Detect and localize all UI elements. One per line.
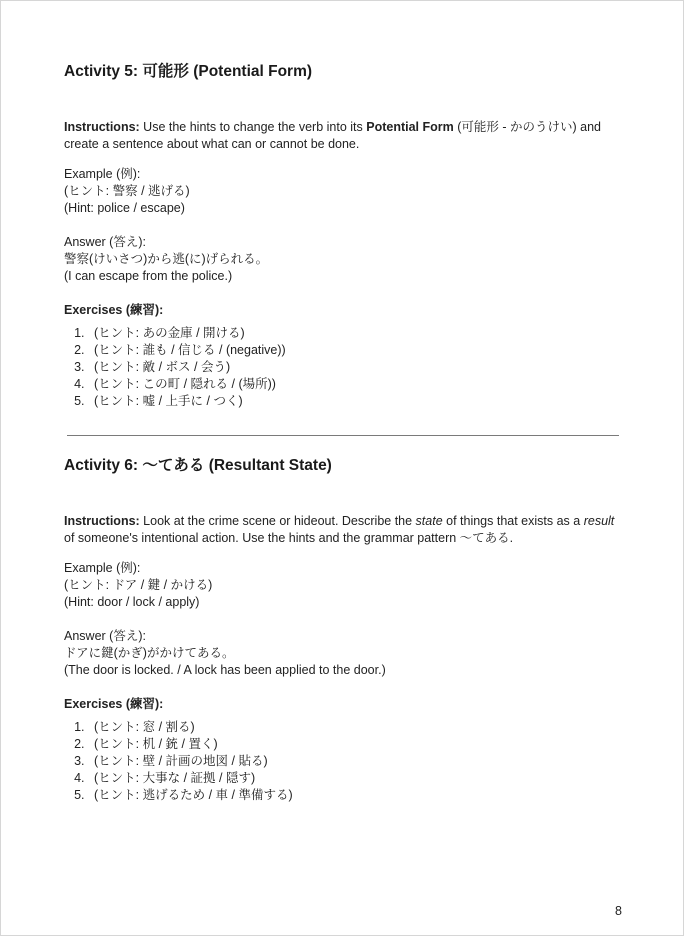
example-heading: Example (例): [64, 167, 141, 181]
instructions-term: Potential Form [366, 120, 454, 134]
exercise-item: 4. (ヒント: この町 / 隠れる / (場所)) [88, 376, 624, 393]
example-hint-en: (Hint: police / escape) [64, 201, 185, 215]
instructions-text: Use the hints to change the verb into its [139, 120, 367, 134]
exercise-item: 4. (ヒント: 大事な / 証拠 / 隠す) [88, 770, 624, 787]
answer-jp: ドアに鍵(かぎ)がかけてある。 [64, 646, 235, 660]
instructions-text: of someone's intentional action. Use the hints and the grammar pattern ～てある. [64, 531, 514, 545]
answer-en: (The door is locked. / A lock has been applied to the door.) [64, 663, 386, 677]
activity-5-example [64, 166, 624, 217]
example-hint-en: (Hint: door / lock / apply) [64, 595, 200, 609]
section-divider [67, 435, 619, 436]
page-number: 8 [615, 904, 622, 918]
exercise-item: 3. (ヒント: 壁 / 計画の地図 / 貼る) [88, 753, 624, 770]
exercise-item: 2. (ヒント: 机 / 銃 / 置く) [88, 736, 624, 753]
exercises-heading: Exercises (練習): [64, 303, 164, 317]
example-hint-jp: (ヒント: ドア / 鍵 / かける) [64, 578, 213, 592]
instructions-emphasis: result [583, 514, 615, 528]
activity-6-exercise-list [64, 719, 624, 804]
exercise-item: 2. (ヒント: 誰も / 信じる / (negative)) [88, 342, 624, 359]
answer-heading: Answer (答え): [64, 629, 146, 643]
answer-heading: Answer (答え): [64, 235, 146, 249]
example-hint-jp: (ヒント: 警察 / 逃げる) [64, 184, 190, 198]
exercise-item: 3. (ヒント: 敵 / ボス / 会う) [88, 359, 624, 376]
activity-5-title: Activity 5: 可能形 (Potential Form) [64, 63, 313, 80]
exercise-item: 5. (ヒント: 嘘 / 上手に / つく) [88, 393, 624, 410]
instructions-text: (可能形 - かのうけい) and create a sentence about what can or cannot be done. [64, 120, 601, 151]
activity-6-instructions [64, 513, 624, 547]
instructions-emphasis: state [415, 514, 443, 528]
activity-6-answer [64, 628, 624, 679]
instructions-text: of things that exists as a [442, 514, 584, 528]
activity-6-title: Activity 6: ～てある (Resultant State) [64, 457, 332, 474]
activity-5-section [64, 62, 624, 410]
activity-6-section [64, 456, 624, 804]
exercises-heading: Exercises (練習): [64, 697, 164, 711]
activity-5-exercise-list [64, 325, 624, 410]
exercise-item: 1. (ヒント: 窓 / 割る) [88, 719, 624, 736]
instructions-text: Look at the crime scene or hideout. Describe the [139, 514, 416, 528]
activity-5-instructions [64, 119, 624, 153]
answer-jp: 警察(けいさつ)から逃(に)げられる。 [64, 252, 269, 266]
answer-en: (I can escape from the police.) [64, 269, 233, 283]
exercise-item: 5. (ヒント: 逃げるため / 車 / 準備する) [88, 787, 624, 804]
example-heading: Example (例): [64, 561, 141, 575]
instructions-label: Instructions: [64, 120, 140, 134]
instructions-label: Instructions: [64, 514, 140, 528]
activity-6-example [64, 560, 624, 611]
exercise-item: 1. (ヒント: あの金庫 / 開ける) [88, 325, 624, 342]
activity-5-answer [64, 234, 624, 285]
